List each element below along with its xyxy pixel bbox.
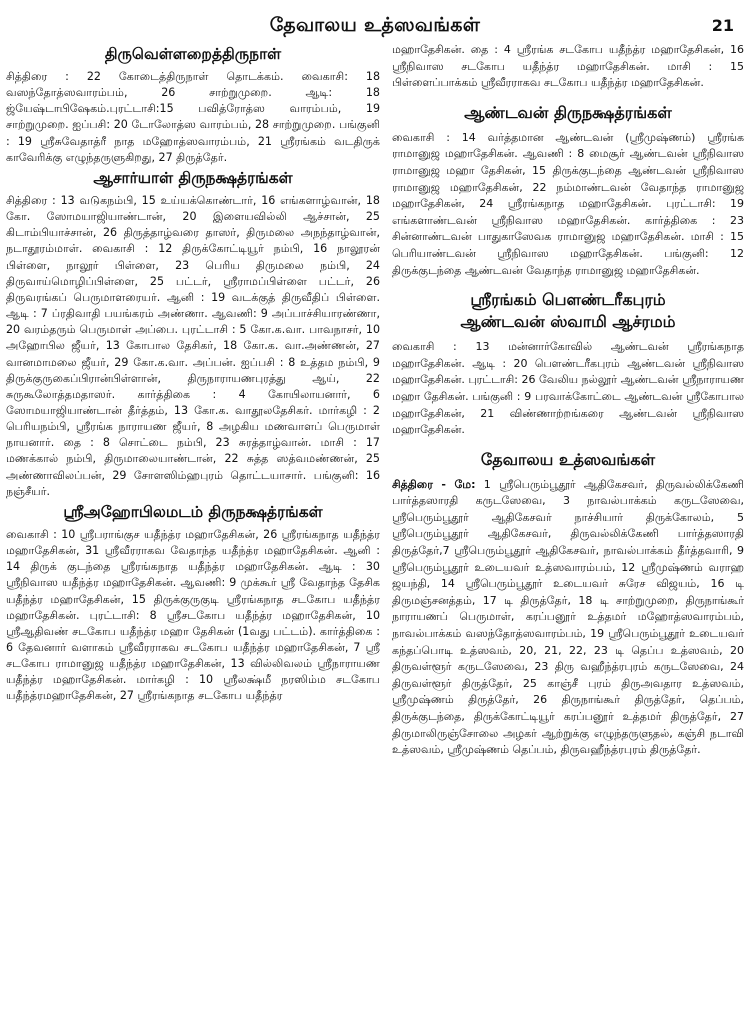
section-devalaya-utsavangal bbox=[392, 449, 744, 759]
section-heading: ஆசார்யாள் திருநக்ஷத்ரங்கள் bbox=[93, 168, 293, 187]
section-poundarikapuram bbox=[392, 289, 744, 439]
section-text: வைகாசி : 13 மன்னார்கோவில் ஆண்டவன் ஸ்ரீரங்கநாத மஹாதேசிகன். ஆடி : 20 பௌண்டரீகபுரம் ஆண்டவன் ஸ்ரீநிவாஸ மஹாதேசிகன். புரட்டாசி: 26 வேலிய நல்லூர் ஆண்டவன் ஸ்ரீநாராயண மஹா தேசிகன். பங்குனி : 9 பரவாக்கோட்டை ஆண்டவன் ஸ்ரீகோபால மஹாதேசிகன், 21 விண்ணாற்றங்கரை ஆண்டவன் ஸ்ரீநிவாஸ மஹாதேசிகன். bbox=[392, 340, 744, 437]
left-column bbox=[6, 42, 380, 705]
page-header bbox=[0, 10, 750, 44]
section-acharyal bbox=[6, 168, 380, 500]
section-body: 1 ஸ்ரீபெரும்பூதூர் ஆதிகேசவர், திருவல்லிக்கேணி பார்த்தஸாரதி கருடஸேவை, 3 நாவல்பாக்கம் கருடஸேவை, ஸ்ரீபெரும்பூதூர் ஆதிகேசவர் நாச்சியார் திருக்கோலம், 5 ஸ்ரீபெரும்பூதூர் ஆதிகேசவர், திருவல்லிக்கேணி பார்த்தஸாரதி திருத்தேர்,7 ஸ்ரீபெரும்பூதூர் ஆதிகேசவர், நாவல்பாக்கம் தீர்த்தவாரி, 9 ஸ்ரீபெரும்பூதூர் உடையவர் உத்ஸவாரம்பம், 12 ஸ்ரீமுஷ்ணம் வராஹ ஜயந்தி, 14 ஸ்ரீபெரும்பூதூர் உடையவர் சுரேச விஜயம், 16 டி திருமஞ்சனத்தம், 17 டி திருத்தேர், 18 டி சாற்றுமுறை, திருநாங்கூர் நாராயணப் பெருமாள், கரப்பனூர் உத்தமர் மஹோத்ஸவாரம்பம், நாவல்பாக்கம் வஸந்தோத்ஸவாரம்பம், 19 ஸ்ரீபெரும்பூதூர் உடையவர் கந்தப்பொடி உத்ஸவம், 20, 21, 22, 23 டி தெப்ப உத்ஸவம், 20 திருவள்ளூர் கருடஸேவை, 23 திரு வஹீந்த்ரபுரம் கருடஸேவை, 24 திருவள்ளூர் திருத்தேர், 25 காஞ்சீ புரம் திருஅவதார உத்ஸவம், ஸ்ரீமுஷ்ணம் திருத்தேர், 26 திருநாங்கூர் திருத்தேர், தெப்பம், திருக்குடந்தை, திருக்கோட்டியூர் கரப்பனூர் உத்தமர் திருத்தேர், 27 திருமாலிருஞ்சோலை அழகர் ஆற்றுக்கு எழுந்தருளுதல், கஞ்சி நடாவி உத்ஸவம், ஸ்ரீமுஷ்ணம் தெப்பம், திருவஹீந்த்ரபுரம் திருத்தேர். bbox=[392, 477, 745, 757]
section-text: வைகாசி : 14 வர்த்தமான ஆண்டவன் (ஸ்ரீமுஷ்ணம்) ஸ்ரீரங்க ராமானுஜ மஹாதேசிகன். ஆவணி : 8 மைசூர் ஆண்டவன் ஸ்ரீநிவாஸ ராமானுஜ மஹா தேசிகன், 15 திருக்குடந்தை ஆண்டவன் ஸ்ரீநிவாஸ ராமானுஜ மஹாதேசிகன், 22 நம்மாண்டவன் வேதாந்த ராமானுஜ மஹாதேசிகன், 24 ஸ்ரீரங்கநாத மஹாதேசிகன். புரட்டாசி: 19 எங்களாண்டவன் ஸ்ரீநிவாஸ மஹாதேசிகன். கார்த்திகை : 23 சின்னாண்டவன் பாதுகாஸேவக ராமானுஜ மஹாதேசிகன். மாசி : 15 பெரியாண்டவன் ஸ்ரீநிவாஸ மஹாதேசிகன். பங்குனி: 12 திருக்குடந்தை ஆண்டவன் வேதாந்த ராமானுஜ மஹாதேசிகன். bbox=[392, 130, 744, 277]
section-heading: திருவெள்ளறைத்திருநாள் bbox=[104, 45, 282, 63]
page-number: 21 bbox=[711, 16, 734, 35]
heading-line-1: ஸ்ரீரங்கம் பௌண்டரீகபுரம் bbox=[470, 290, 666, 310]
page-title: தேவாலய உத்ஸவங்கள் bbox=[269, 14, 481, 36]
section-heading: ஆண்டவன் திருநக்ஷத்ரங்கள் bbox=[464, 102, 672, 122]
section-andavan bbox=[392, 102, 744, 279]
section-heading: தேவாலய உத்ஸவங்கள் bbox=[480, 449, 656, 469]
section-text: வைகாசி : 10 ஸ்ரீபராங்குச யதீந்த்ர மஹாதேசிகன், 26 ஸ்ரீரங்கநாத யதீந்த்ர மஹாதேசிகன், 31 ஸ்ரீவீரராகவ வேதாந்த யதீந்த்ர மஹாதேசிகன். ஆனி : 14 திருக் குடந்தை ஸ்ரீரங்கநாத யதீந்த்ர மஹாதேசிகன். ஆடி : 30 ஸ்ரீநிவாஸ யதீந்த்ர மஹாதேசிகன். ஆவணி: 9 முக்கூர் ஸ்ரீ வேதாந்த தேசிக யதீந்த்ர மஹாதேசிகன், 15 திருக்குருகுடி ஸ்ரீரங்கநாத சடகோப யதீந்த்ர மஹாதேசிகன். புரட்டாசி: 8 ஸ்ரீசடகோப யதீந்த்ர மஹாதேசிகன், 10 ஸ்ரீஆதிவண் சடகோப யதீந்த்ர மஹா தேசிகன் (1வது பட்டம்). கார்த்திகை : 6 தேவனார் வளாகம் ஸ்ரீவீரராகவ சடகோப யதீந்த்ர மஹாதேசிகன், 7 ஸ்ரீ சடகோப ராமானுஜ யதீந்த்ர மஹாதேசிகன், 13 வில்லிவலம் ஸ்ரீநாராயண யதீந்த்ர மஹாதேசிகன். மார்கழி : 10 ஸ்ரீலக்ஷ்மீ நரஸிம்ம சடகோப யதீந்த்ரமஹாதேசிகன், 27 ஸ்ரீரங்கநாத சடகோப யதீந்த்ர bbox=[6, 527, 380, 703]
section-ahobilamadam bbox=[6, 502, 380, 705]
section-text: சித்திரை : 22 கோடைத்திருநாள் தொடக்கம். வைகாசி: 18 வஸந்தோத்ஸவாரம்பம், 26 சாற்றுமுறை. ஆடி: 18 ஜ்யேஷ்டாபிஷேகம்.புரட்டாசி:15 பவித்ரோத்ஸ வாரம்பம், 19 சாற்றுமுறை. ஐப்பசி: 20 டோலோத்ஸ வாரம்பம், 28 சாற்றுமுறை. பங்குனி : 19 ஸ்ரீசுவேதாத்ரீ நாத மஹோத்ஸவாரம்பம், 21 ஸ்ரீரங்கம் வடதிருக் காவேரிக்கு எழுந்தருளுகிறது, 27 திருத்தேர். bbox=[6, 70, 380, 164]
continuation-text: மஹாதேசிகன். தை : 4 ஸ்ரீரங்க சடகோப யதீந்த்ர மஹாதேசிகன், 16 ஸ்ரீநிவாஸ சடகோப யதீந்த்ர மஹாதேசிகன். மாசி : 15 பிள்ளைப்பாக்கம் ஸ்ரீவீரராகவ சடகோப யதீந்த்ர மஹாதேசிகன். bbox=[392, 43, 744, 90]
section-text bbox=[392, 477, 744, 759]
heading-line-2: ஆண்டவன் ஸ்வாமி ஆச்ரமம் bbox=[460, 312, 676, 332]
section-text: சித்திரை : 13 வடுகநம்பி, 15 உய்யக்கொண்டார், 16 எங்களாழ்வான், 18 கோ. ஸோமயாஜியாண்டான், 20 இளையவில்லி ஆச்சான், 25 கிடாம்பியாச்சான், 26 திருத்தாழ்வரை தாஸர், திருமலை அநந்தாழ்வான், நடாதூரம்மாள். வைகாசி : 12 திருக்கோட்டியூர் நம்பி, 16 நாலூரன் பிள்ளை, நாலூர் பிள்ளை, 23 பெரிய திருமலை நம்பி, 24 திருவாய்மொழிப்பிள்ளை, 25 பட்டர், ஸ்ரீராமப்பிள்ளை பட்டர், 26 திருவரங்கப் பெருமாளரையர். ஆனி : 19 வடக்குத் திருவீதிப் பிள்ளை. ஆடி : 7 ப்ரதிவாதி பயங்கரம் அண்ணா. ஆவணி: 9 அப்பாச்சியாரண்ணா, 20 வரம்தரும் பெருமாள் அப்பை. புரட்டாசி : 5 கோ.க.வா. பாவநாசர், 10 அஹோபில ஜீயர், 13 கோபால தேசிகர், 18 கோ.க. வா.அண்ணன், 27 வானமாமலை ஜீயர், 29 கோ.க.வா. அப்பன். ஐப்பசி : 8 உத்தம நம்பி, 9 திருக்குருகைப்பிரான்பிள்ளான், திருநாராயணபுரத்து ஆய், 22 சுருகூலோத்தமதாஸர். கார்த்திகை : 4 கோயிலாயனார், 6 ஸோமயாஜியாண்டான் தீர்த்தம், 13 கோ.க. வாதூலதேசிகர். மார்கழி : 2 பெரியநம்பி, ஸ்ரீரங்க நாராயண ஜீயர், 8 அழகிய மணவாளப் பெருமாள் நாயனார். தை : 8 சொட்டை நம்பி, 23 சுரத்தாழ்வான். மாசி : 17 மணக்கால் நம்பி, திருமாலையாண்டான், 22 சுத்த ஸத்வமண்ணன், 25 அண்ணாவிலப்பன், 29 சோளஸிம்ஹபுரம் தொட்டயாசார். பங்குனி: 16 நஞ்சீயர். bbox=[6, 193, 380, 498]
month-lead: சித்திரை - மே: bbox=[392, 477, 476, 491]
section-heading bbox=[392, 289, 744, 333]
section-thiruvellarai bbox=[6, 44, 380, 166]
right-column bbox=[392, 42, 744, 759]
section-heading: ஸ்ரீஅஹோபிலமடம் திருநக்ஷத்ரங்கள் bbox=[63, 502, 323, 521]
